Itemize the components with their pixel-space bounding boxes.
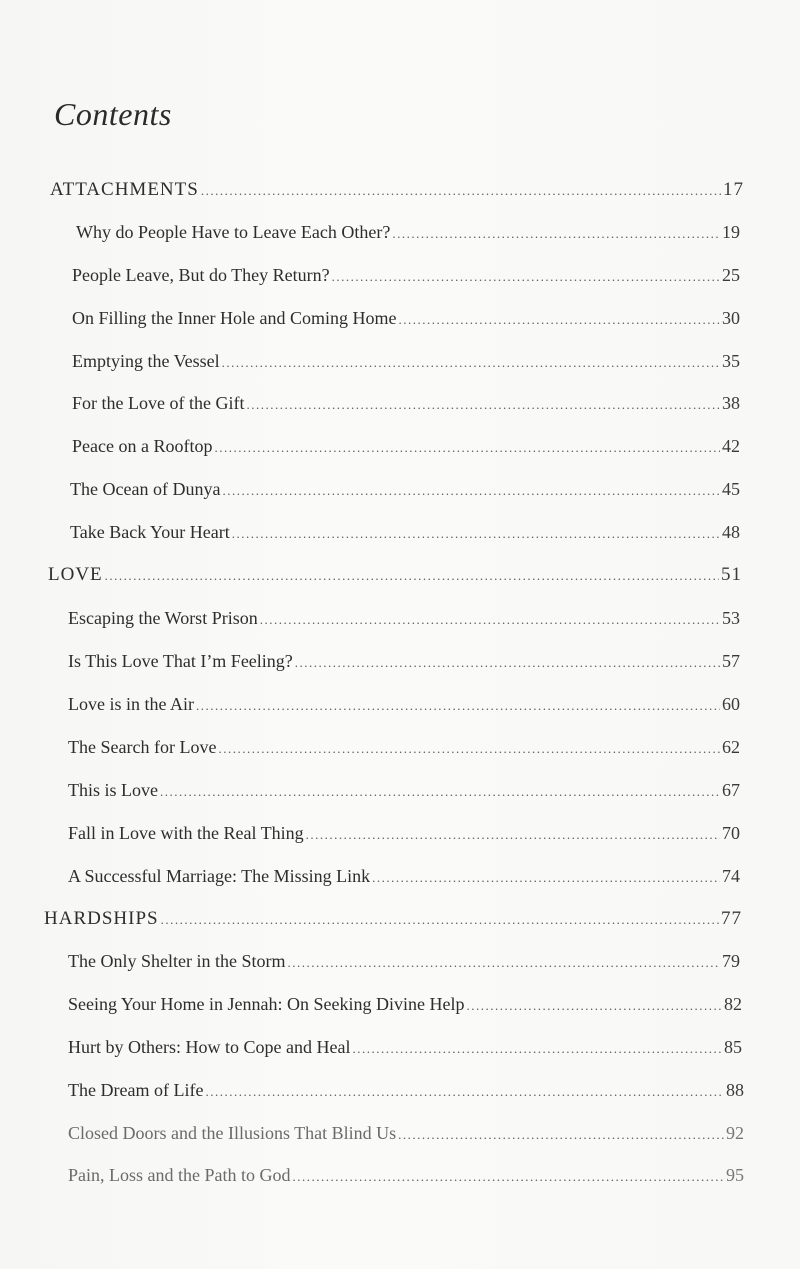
entry-title: Emptying the Vessel xyxy=(72,351,220,371)
toc-entry[interactable] xyxy=(68,775,740,805)
page-number: 57 xyxy=(722,651,740,671)
toc-entry[interactable] xyxy=(68,1160,744,1190)
page-number: 70 xyxy=(722,823,740,843)
page-number: 62 xyxy=(722,737,740,757)
toc-entry[interactable] xyxy=(68,732,740,762)
dot-leader xyxy=(232,519,720,549)
page-number: 60 xyxy=(722,694,740,714)
entry-title: Is This Love That I’m Feeling? xyxy=(68,651,293,671)
section-title: ATTACHMENTS xyxy=(50,179,199,200)
dot-leader xyxy=(293,1162,725,1192)
toc-entry[interactable] xyxy=(72,431,740,461)
dot-leader xyxy=(218,734,720,764)
toc-entry[interactable] xyxy=(68,1032,742,1062)
dot-leader xyxy=(196,691,720,721)
entry-title: For the Love of the Gift xyxy=(72,393,245,413)
page-number: 92 xyxy=(726,1123,744,1143)
dot-leader xyxy=(205,1077,724,1107)
dot-leader xyxy=(466,991,722,1021)
entry-title: The Dream of Life xyxy=(68,1080,204,1100)
page-number: 25 xyxy=(722,265,740,285)
entry-title: Why do People Have to Leave Each Other? xyxy=(76,222,391,242)
entry-title: The Search for Love xyxy=(68,737,217,757)
toc-entry[interactable] xyxy=(68,818,740,848)
page-number: 79 xyxy=(722,951,740,971)
dot-leader xyxy=(398,1120,724,1150)
page-number: 17 xyxy=(723,179,744,200)
entry-title: A Successful Marriage: The Missing Link xyxy=(68,866,371,886)
toc-section-attachments[interactable] xyxy=(50,175,744,205)
page-number: 77 xyxy=(721,908,742,929)
dot-leader xyxy=(161,905,719,935)
entry-title: This is Love xyxy=(68,780,158,800)
page-number: 53 xyxy=(722,608,740,628)
page-number: 30 xyxy=(722,308,740,328)
entry-title: Love is in the Air xyxy=(68,694,194,714)
entry-title: Take Back Your Heart xyxy=(70,522,230,542)
dot-leader xyxy=(295,648,720,678)
toc-entry[interactable] xyxy=(72,346,740,376)
dot-leader xyxy=(214,433,720,463)
toc-entry[interactable] xyxy=(68,1118,744,1148)
dot-leader xyxy=(352,1034,722,1064)
entry-title: People Leave, But do They Return? xyxy=(72,265,330,285)
toc-entry[interactable] xyxy=(72,260,740,290)
page-number: 88 xyxy=(726,1080,744,1100)
toc-entry[interactable] xyxy=(70,517,740,547)
toc-entry[interactable] xyxy=(72,303,740,333)
dot-leader xyxy=(398,305,720,335)
page-number: 67 xyxy=(722,780,740,800)
dot-leader xyxy=(246,390,720,420)
entry-title: Hurt by Others: How to Cope and Heal xyxy=(68,1037,351,1057)
page-number: 74 xyxy=(722,866,740,886)
page-number: 85 xyxy=(724,1037,742,1057)
toc-section-love[interactable] xyxy=(48,560,742,590)
dot-leader xyxy=(332,262,720,292)
dot-leader xyxy=(287,948,720,978)
entry-title: Closed Doors and the Illusions That Blind Us xyxy=(68,1123,397,1143)
page-number: 38 xyxy=(722,393,740,413)
section-title: LOVE xyxy=(48,564,103,585)
page-number: 45 xyxy=(722,479,740,499)
toc-entry[interactable] xyxy=(68,989,742,1019)
dot-leader xyxy=(160,777,720,807)
dot-leader xyxy=(306,820,720,850)
entry-title: On Filling the Inner Hole and Coming Home xyxy=(72,308,397,328)
page-number: 51 xyxy=(721,564,742,585)
toc-section-hardships[interactable] xyxy=(44,904,742,934)
toc-entry[interactable] xyxy=(72,388,740,418)
entry-title: Seeing Your Home in Jennah: On Seeking Divine Help xyxy=(68,994,465,1014)
toc-entry[interactable] xyxy=(76,217,740,247)
dot-leader xyxy=(260,605,720,635)
section-title: HARDSHIPS xyxy=(44,908,159,929)
entry-title: Escaping the Worst Prison xyxy=(68,608,258,628)
dot-leader xyxy=(392,219,720,249)
dot-leader xyxy=(222,348,720,378)
dot-leader xyxy=(201,176,721,206)
entry-title: Peace on a Rooftop xyxy=(72,436,213,456)
entry-title: The Only Shelter in the Storm xyxy=(68,951,286,971)
entry-title: Fall in Love with the Real Thing xyxy=(68,823,304,843)
toc-entry[interactable] xyxy=(68,603,740,633)
toc-entry[interactable] xyxy=(70,474,740,504)
toc-entry[interactable] xyxy=(68,861,740,891)
page-title: Contents xyxy=(54,96,172,132)
page-number: 82 xyxy=(724,994,742,1014)
page-number: 35 xyxy=(722,351,740,371)
page-number: 42 xyxy=(722,436,740,456)
page-number: 48 xyxy=(722,522,740,542)
dot-leader xyxy=(372,863,720,893)
dot-leader xyxy=(105,561,719,591)
entry-title: Pain, Loss and the Path to God xyxy=(68,1165,291,1185)
dot-leader xyxy=(222,476,720,506)
toc-entry[interactable] xyxy=(68,946,740,976)
entry-title: The Ocean of Dunya xyxy=(70,479,221,499)
toc-entry[interactable] xyxy=(68,689,740,719)
page-number: 19 xyxy=(722,222,740,242)
toc-entry[interactable] xyxy=(68,1075,744,1105)
page-number: 95 xyxy=(726,1165,744,1185)
toc-entry[interactable] xyxy=(68,646,740,676)
